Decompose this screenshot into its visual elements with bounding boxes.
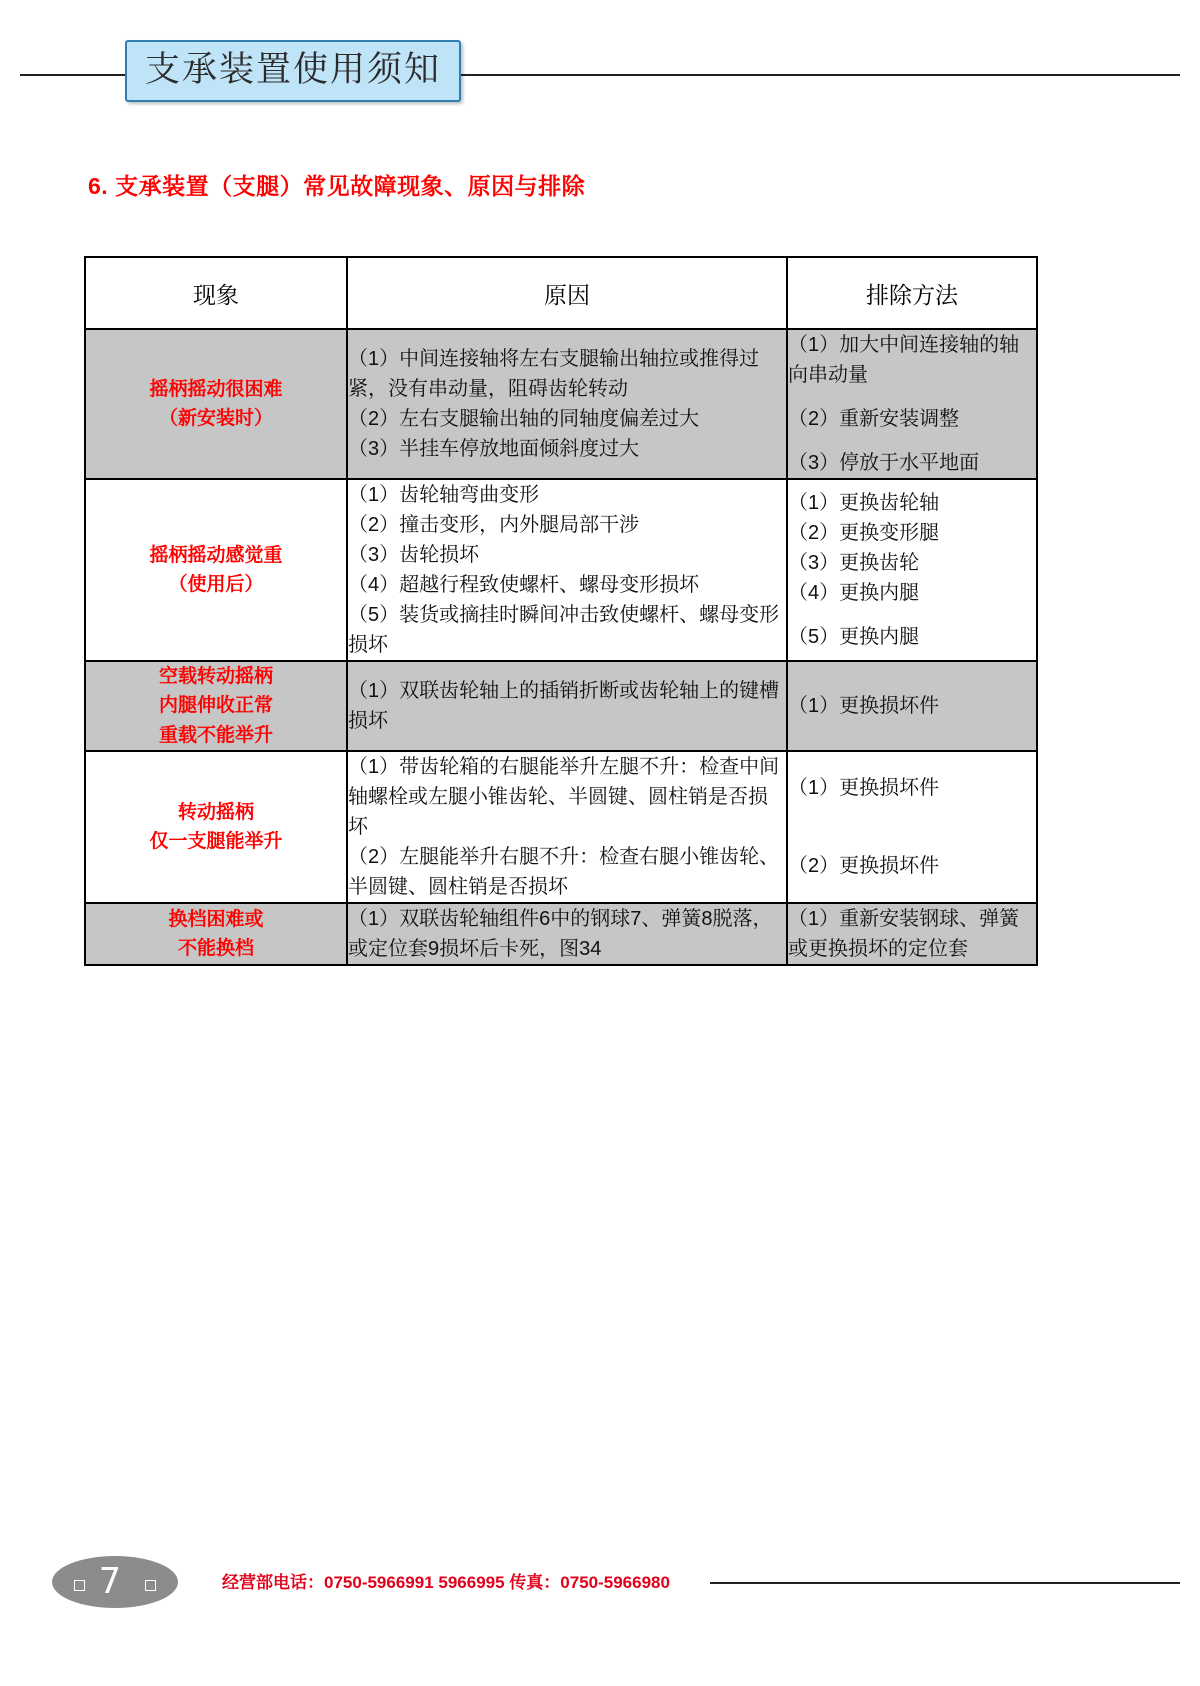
- cause-item: （2）撞击变形，内外腿局部干涉: [348, 514, 640, 536]
- cause-item: （1）齿轮轴弯曲变形: [348, 484, 540, 506]
- cause-item: （1）双联齿轮轴上的插销折断或齿轮轴上的键槽损坏: [348, 680, 780, 733]
- section-heading: 6. 支承装置（支腿）常见故障现象、原因与排除: [88, 173, 586, 199]
- fix-item: （3）停放于水平地面: [788, 452, 980, 474]
- cell-fix: [787, 751, 1037, 903]
- footer-divider: [710, 1582, 1180, 1584]
- fix-item: （2）重新安装调整: [788, 408, 960, 430]
- table-row: [85, 751, 1037, 903]
- page-footer: [0, 1556, 1200, 1636]
- cell-fix: [787, 479, 1037, 661]
- cell-symptom: [85, 903, 347, 965]
- cause-item: （1）带齿轮箱的右腿能举升左腿不升：检查中间轴螺栓或左腿小锥齿轮、半圆键、圆柱销是否损坏: [348, 756, 780, 839]
- cell-cause: [347, 903, 787, 965]
- column-header-symptom: 现象: [85, 257, 347, 329]
- symptom-line: （新安装时）: [158, 408, 273, 429]
- page-number-badge: [52, 1556, 178, 1608]
- table-header-row: [85, 257, 1037, 329]
- fix-item: （1）更换损坏件: [788, 777, 940, 800]
- fault-table-wrapper: [84, 256, 1036, 966]
- fix-item: （5）更换内腿: [788, 626, 920, 648]
- cell-fix: [787, 903, 1037, 965]
- symptom-line: 空载转动摇柄: [158, 666, 273, 687]
- cause-item: （3）半挂车停放地面倾斜度过大: [348, 438, 640, 460]
- fix-item: （1）更换齿轮轴: [788, 492, 940, 514]
- header-title-box: [125, 40, 461, 102]
- page-number: 7: [99, 1561, 131, 1602]
- symptom-line: 不能换档: [177, 938, 254, 960]
- cause-item: （1）双联齿轮轴组件6中的钢球7、弹簧8脱落，或定位套9损坏后卡死，图34: [348, 908, 773, 961]
- fix-item: （1）重新安装钢球、弹簧或更换损坏的定位套: [788, 908, 1020, 961]
- table-body: [85, 329, 1037, 965]
- table-header: [85, 257, 1037, 329]
- cell-cause: [347, 661, 787, 751]
- fix-item: （1）加大中间连接轴的轴向串动量: [788, 334, 1020, 386]
- fix-item: （4）更换内腿: [788, 582, 920, 604]
- symptom-line: 仅一支腿能举升: [149, 831, 283, 853]
- symptom-line: （使用后）: [168, 574, 264, 595]
- cell-cause: [347, 329, 787, 479]
- cause-item: （1）中间连接轴将左右支腿输出轴拉或推得过紧，没有串动量，阻碍齿轮转动: [348, 348, 760, 400]
- symptom-line: 摇柄摇动感觉重: [149, 544, 283, 566]
- table-row: [85, 329, 1037, 479]
- cell-cause: [347, 479, 787, 661]
- symptom-line: 重载不能举升: [158, 724, 273, 746]
- table-row: [85, 479, 1037, 661]
- cell-fix: [787, 329, 1037, 479]
- cause-item: （3）齿轮损坏: [348, 544, 480, 566]
- table-row: [85, 903, 1037, 965]
- fault-table: [84, 256, 1038, 966]
- cell-symptom: [85, 661, 347, 751]
- page-header: [0, 40, 1200, 110]
- table-row: [85, 661, 1037, 751]
- cell-symptom: [85, 329, 347, 479]
- symptom-line: 转动摇柄: [177, 801, 254, 823]
- cell-symptom: [85, 751, 347, 903]
- cell-fix: [787, 661, 1037, 751]
- cell-cause: [347, 751, 787, 903]
- fix-item: （3）更换齿轮: [788, 552, 920, 574]
- fix-item: （2）更换损坏件: [788, 855, 940, 878]
- symptom-line: 摇柄摇动很困难: [149, 378, 283, 400]
- column-header-fix: 排除方法: [787, 257, 1037, 329]
- symptom-line: 换档困难或: [168, 908, 264, 930]
- cause-item: （4）超越行程致使螺杆、螺母变形损坏: [348, 574, 700, 596]
- cell-symptom: [85, 479, 347, 661]
- cause-item: （5）装货或摘挂时瞬间冲击致使螺杆、螺母变形损坏: [348, 604, 780, 656]
- cause-item: （2）左右支腿输出轴的同轴度偏差过大: [348, 408, 700, 430]
- column-header-cause: 原因: [347, 257, 787, 329]
- symptom-line: 内腿伸收正常: [158, 695, 273, 717]
- fix-item: （1）更换损坏件: [788, 695, 940, 718]
- page-title: 支承装置使用须知: [145, 50, 442, 90]
- footer-contact: 经营部电话：0750-5966991 5966995 传真：0750-5966980: [222, 1573, 670, 1592]
- cause-item: （2）左腿能举升右腿不升：检查右腿小锥齿轮、半圆键、圆柱销是否损坏: [348, 846, 780, 899]
- fix-item: （2）更换变形腿: [788, 522, 940, 544]
